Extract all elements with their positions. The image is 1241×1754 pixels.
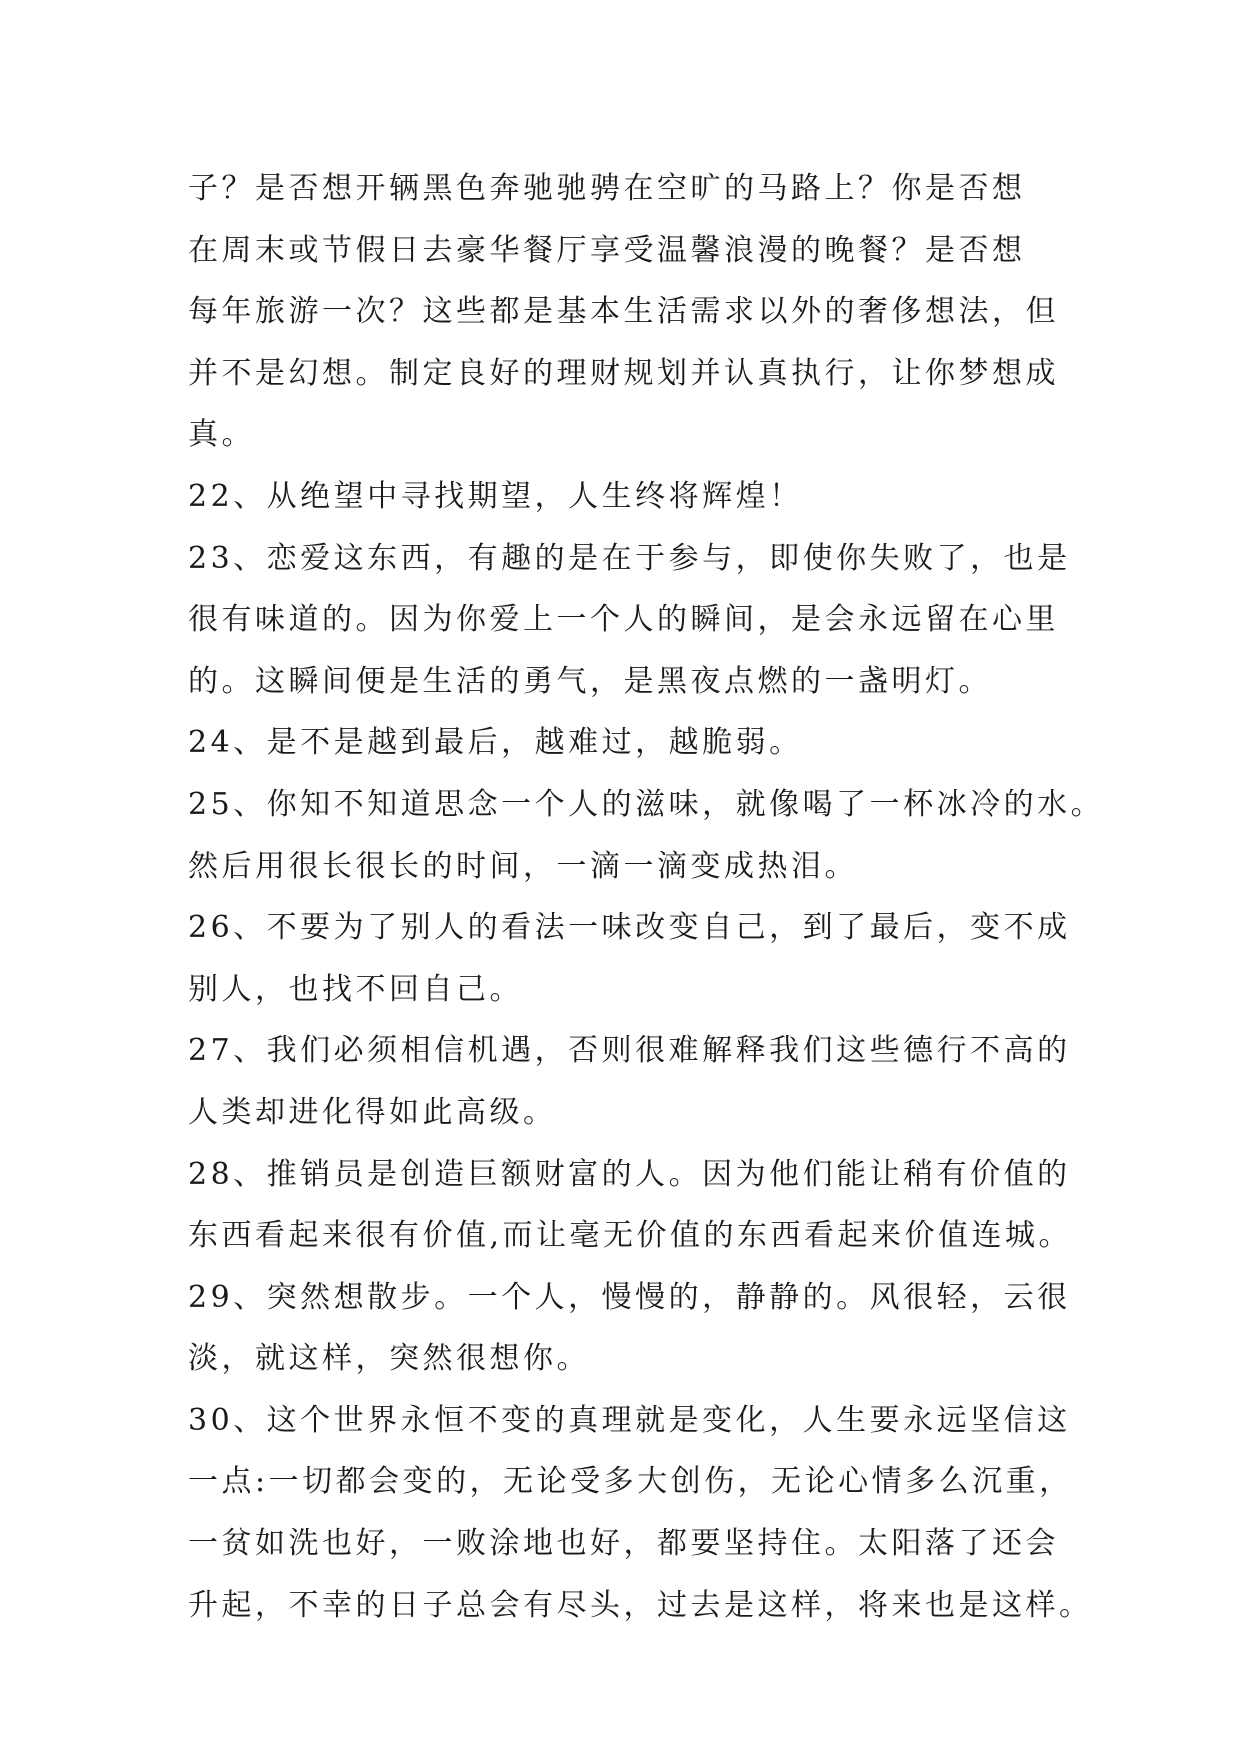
text-line: 在周末或节假日去豪华餐厅享受温馨浪漫的晚餐？是否想 <box>188 232 1026 268</box>
text-line: 22、从绝望中寻找期望，人生终将辉煌！ <box>188 478 803 514</box>
text-line: 人类却进化得如此高级。 <box>188 1094 557 1130</box>
text-line: 29、突然想散步。一个人，慢慢的，静静的。风很轻，云很 <box>188 1279 1071 1315</box>
text-line: 很有味道的。因为你爱上一个人的瞬间，是会永远留在心里 <box>188 602 1059 638</box>
text-line: 26、不要为了别人的看法一味改变自己，到了最后，变不成 <box>188 910 1071 946</box>
text-line: 一点:一切都会变的，无论受多大创伤，无论心情多么沉重， <box>188 1464 1073 1500</box>
text-line: 28、推销员是创造巨额财富的人。因为他们能让稍有价值的 <box>188 1156 1071 1192</box>
text-line: 25、你知不知道思念一个人的滋味，就像喝了一杯冰冷的水。 <box>188 786 1105 822</box>
text-line: 一贫如洗也好，一败涂地也好，都要坚持住。太阳落了还会 <box>188 1526 1059 1562</box>
text-line: 淡，就这样，突然很想你。 <box>188 1341 590 1377</box>
text-line: 东西看起来很有价值,而让毫无价值的东西看起来价值连城。 <box>188 1218 1073 1254</box>
text-line: 27、我们必须相信机遇，否则很难解释我们这些德行不高的 <box>188 1033 1071 1069</box>
text-line: 并不是幻想。制定良好的理财规划并认真执行，让你梦想成 <box>188 355 1059 391</box>
text-line: 30、这个世界永恒不变的真理就是变化，人生要永远坚信这 <box>188 1402 1071 1438</box>
text-line: 升起，不幸的日子总会有尽头，过去是这样，将来也是这样。 <box>188 1587 1093 1623</box>
body-text <box>188 158 1105 1636</box>
text-line: 子？是否想开辆黑色奔驰驰骋在空旷的马路上？你是否想 <box>188 171 1026 206</box>
text-line: 的。这瞬间便是生活的勇气，是黑夜点燃的一盏明灯。 <box>188 663 992 699</box>
text-line: 别人，也找不回自己。 <box>188 971 523 1007</box>
text-line: 24、是不是越到最后，越难过，越脆弱。 <box>188 725 803 761</box>
text-line: 23、恋爱这东西，有趣的是在于参与，即使你失败了，也是 <box>188 540 1071 576</box>
text-line: 然后用很长很长的时间，一滴一滴变成热泪。 <box>188 848 858 884</box>
text-line: 真。 <box>188 417 255 453</box>
text-line: 每年旅游一次？这些都是基本生活需求以外的奢侈想法，但 <box>188 294 1059 330</box>
